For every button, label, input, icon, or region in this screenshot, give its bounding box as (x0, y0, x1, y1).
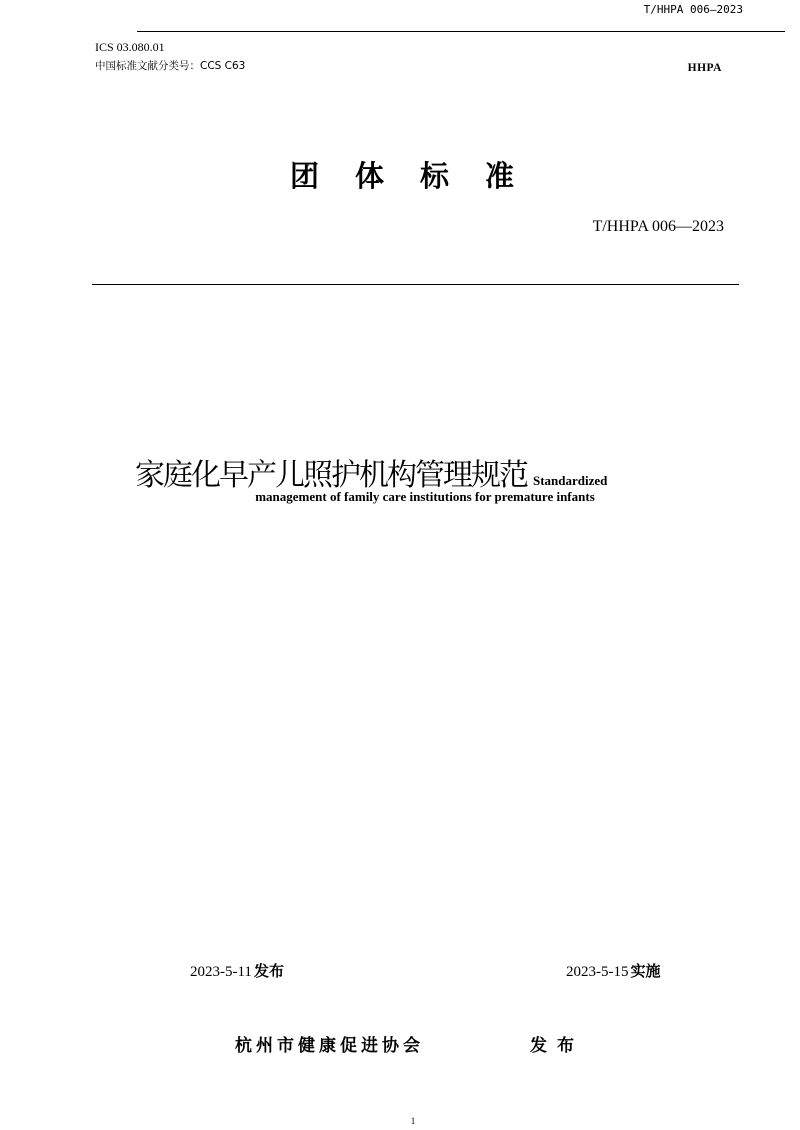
header-rule (137, 31, 785, 32)
title-english-part2: management of family care institutions for premature infants (255, 489, 595, 504)
title-english-part1: Standardized (533, 473, 608, 488)
document-title (135, 450, 607, 494)
publish-label: 发布 (530, 1036, 584, 1056)
standard-number: T/HHPA 006—2023 (592, 218, 724, 235)
implementation-date-value: 2023-5-15 (566, 964, 629, 980)
standard-type-heading: 团体标准 (289, 159, 550, 193)
issue-date-value: 2023-5-11 (190, 964, 252, 980)
issue-label: 发布 (253, 962, 284, 980)
implementation-date (566, 960, 661, 981)
implementation-label: 实施 (630, 962, 661, 980)
organization-code: HHPA (687, 62, 722, 74)
publisher-name: 杭州市健康促进协会 (235, 1036, 424, 1056)
issue-date (190, 960, 284, 981)
main-rule (92, 284, 739, 285)
ccs-code: 中国标准文献分类号：CCS C63 (95, 60, 246, 72)
running-header-code: T/HHPA 006—2023 (643, 3, 743, 16)
ics-code: ICS 03.080.01 (95, 40, 165, 54)
page-number: 1 (410, 1116, 416, 1126)
title-chinese: 家庭化早产儿照护机构管理规范 (135, 458, 527, 493)
